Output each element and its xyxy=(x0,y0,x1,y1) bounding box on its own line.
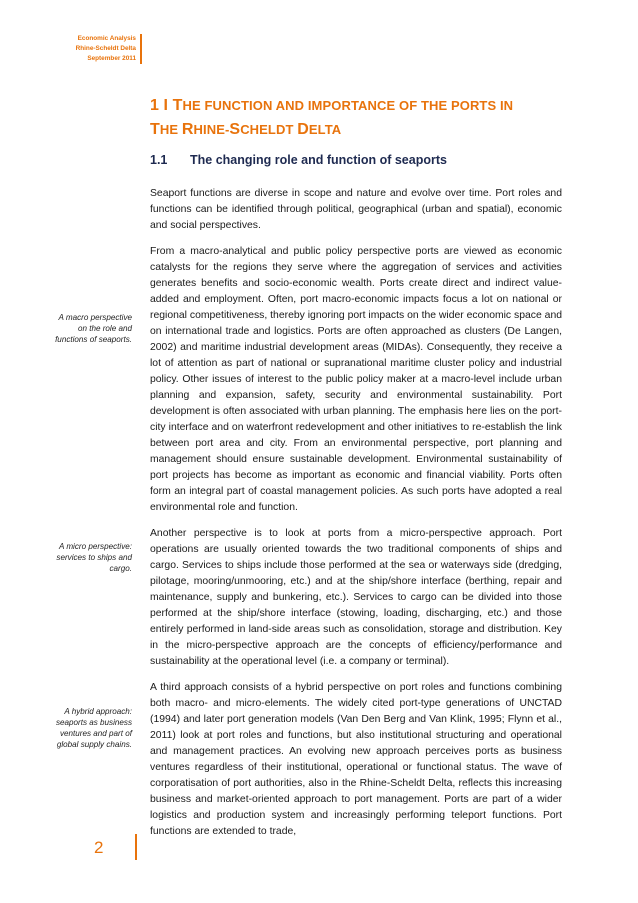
chapter-number: 1 xyxy=(150,97,159,114)
margin-note-micro: A micro perspective: services to ships and cargo. xyxy=(56,542,132,573)
chapter-title-line-1: 1 I THE FUNCTION AND IMPORTANCE OF THE PORTS IN xyxy=(150,97,514,114)
header-divider xyxy=(140,34,142,64)
chapter-title-line-2: THE RHINE-SCHELDT DELTA xyxy=(150,121,342,138)
section-title: The changing role and function of seaports xyxy=(190,153,447,167)
margin-note-macro: A macro perspective on the role and functions of seaports. xyxy=(55,313,132,344)
paragraph: Another perspective is to look at ports from a micro-perspective approach. Port operations are usually oriented towards the two traditional components of ships and cargo. Services to ships include those performed at the sea or waterways side (dredging, pilotage, mooring/unmooring, etc.) and at the ship/shore interface (berthing, repair and maintenance, supply and bunkering, etc.). Services to cargo can be divided into those performed at the ship/shore interface (stowing, loading, discharging, etc.) and those entirely performed in land-side areas such as consolidation, storage and distribution. Key in the micro-perspective approach are the concepts of efficiency/performance and sustainability at the operational level (i.e. a company or terminal). xyxy=(150,528,562,667)
footer-divider xyxy=(135,834,137,860)
header-line-1: Economic Analysis xyxy=(77,35,136,42)
chapter-separator: I xyxy=(159,97,173,114)
margin-note-hybrid: A hybrid approach: seaports as business ventures and part of global supply chains. xyxy=(55,707,132,749)
header-line-2: Rhine-Scheldt Delta xyxy=(75,45,136,52)
body-text xyxy=(150,186,562,850)
paragraph: Seaport functions are diverse in scope and nature and evolve over time. Port roles and functions can be identified through political, geographical (urban and spatial), economic and social perspectives. xyxy=(150,188,562,231)
section-number: 1.1 xyxy=(150,153,168,167)
chapter-title xyxy=(150,94,590,142)
paragraph: A third approach consists of a hybrid perspective on port roles and functions combining both macro- and micro-elements. The widely cited port-type generations of UNCTAD (1994) and later port generation models (Van Den Berg and Van Klink, 1995; Flynn et al., 2011) look at port roles and functions, but also institutional structuring and operational and management practices. An evolving new approach perceives ports as business ventures regardless of their institutional, operational or functional status. The wave of corporatisation of port authorities, also in the Rhine-Scheldt Delta, reflects this increasing business and market-oriented approach to port management. Ports are part of a wider logistics and production system and increasingly performing teleport functions. Port functions are extended to trade, xyxy=(150,682,562,837)
paragraph: From a macro-analytical and public policy perspective ports are viewed as economic catalysts for the regions they serve where the aggregation of services and activities generates benefits and socio-economic wealth. Ports create direct and indirect value-added and employment. Often, port macro-economic impacts focus a lot on national or regional competitiveness, thereby ignoring port impacts on the wider economic space and on international trade and logistics. Ports are often approached as clusters (De Langen, 2002) and maritime industrial development areas (MIDAs). Consequently, they receive a lot of attention as part of national or supranational maritime cluster policy and industrial policy. Other issues of interest to the public policy maker at a macro-level include urban planning and expansion, safety, security and environmental sustainability. Port development is often associated with urban planning. The emphasis here lies on the port-city interface and on waterfront redevelopment and other initiatives to re-establish the link between port area and city. From an environmental perspective, port planning and management should ensure sustainable development. Environmental sustainability of port projects has become as important as economic and financial viability. Ports often form an integral part of coastal management policies. As such ports have adopted a real environmental role and function. xyxy=(150,246,562,513)
running-header xyxy=(56,34,136,64)
page-number: 2 xyxy=(94,838,104,857)
header-line-3: September 2011 xyxy=(87,55,136,62)
section-heading xyxy=(150,150,590,170)
